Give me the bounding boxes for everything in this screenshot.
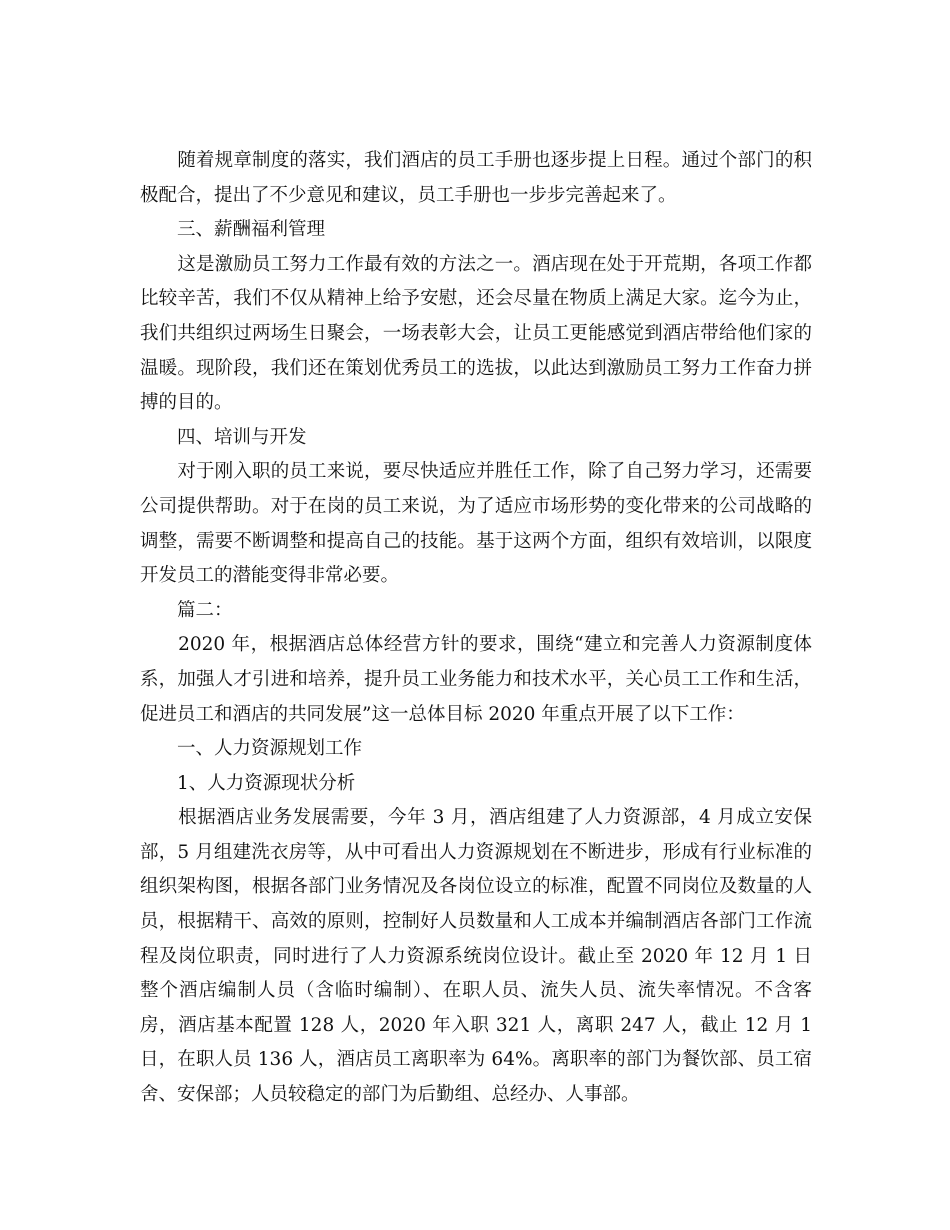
- document-page: [140, 144, 812, 1113]
- paragraph-annual-goals: 2020 年，根据酒店总体经营方针的要求，围绕“建立和完善人力资源制度体系，加强人才引进和培养，提升员工业务能力和技术水平，关心员工工作和生活，促进员工和酒店的共同发展”这一总体目标 2020 年重点开展了以下工作：: [140, 634, 812, 725]
- paragraph-training-development: 对于刚入职的员工来说，要尽快适应并胜任工作，除了自己努力学习，还需要公司提供帮助。对于在岗的员工来说，为了适应市场形势的变化带来的公司战略的调整，需要不断调整和提高自己的技能。基于这两个方面，组织有效培训，以限度开发员工的潜能变得非常必要。: [140, 461, 812, 587]
- heading-compensation-benefits: 三、薪酬福利管理: [140, 219, 326, 241]
- paragraph-employee-handbook: 随着规章制度的落实，我们酒店的员工手册也逐步提上日程。通过个部门的积极配合，提出了不少意见和建议，员工手册也一步步完善起来了。: [140, 150, 812, 206]
- heading-training-development: 四、培训与开发: [140, 426, 307, 448]
- paragraph-compensation-benefits: 这是激励员工努力工作最有效的方法之一。酒店现在处于开荒期，各项工作都比较辛苦，我们不仅从精神上给予安慰，还会尽量在物质上满足大家。迄今为止，我们共组织过两场生日聚会，一场表彰大会，让员工更能感觉到酒店带给他们家的温暖。现阶段，我们还在策划优秀员工的选拔，以此达到激励员工努力工作奋力拼搏的目的。: [140, 253, 812, 414]
- heading-hr-planning: 一、人力资源规划工作: [140, 738, 363, 760]
- heading-hr-status-analysis: 1、人力资源现状分析: [140, 772, 356, 794]
- heading-part-two: 篇二：: [140, 599, 233, 621]
- paragraph-hr-status-analysis: 根据酒店业务发展需要，今年 3 月，酒店组建了人力资源部，4 月成立安保部，5 月组建洗衣房等，从中可看出人力资源规划在不断进步，形成有行业标准的组织架构图，根据各部门业务情况及各岗位设立的标准，配置不同岗位及数量的人员，根据精干、高效的原则，控制好人员数量和人工成本并编制酒店各部门工作流程及岗位职责，同时进行了人力资源系统岗位设计。截止至 2020 年 12 月 1 日整个酒店编制人员（含临时编制）、在职人员、流失人员、流失率情况。不含客房，酒店基本配置 128 人，2020 年入职 321 人，离职 247 人，截止 12 月 1 日，在职人员 136 人，酒店员工离职率为 64%。离职率的部门为餐饮部、员工宿舍、安保部；人员较稳定的部门为后勤组、总经办、人事部。: [140, 807, 812, 1106]
